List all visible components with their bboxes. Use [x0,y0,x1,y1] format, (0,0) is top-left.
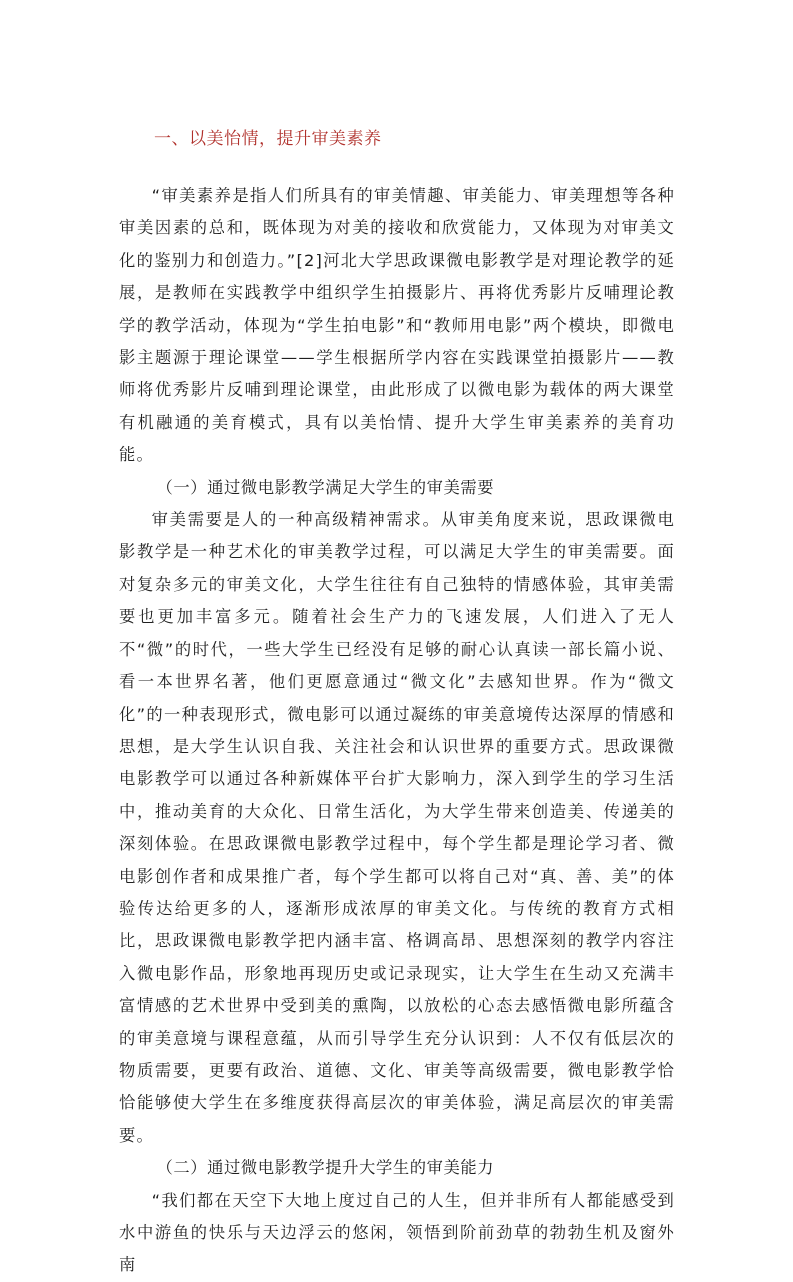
subheading-2: （二）通过微电影教学提升大学生的审美能力 [156,1158,495,1178]
subheading-1: （一）通过微电影教学满足大学生的审美需要 [156,477,495,497]
intro-paragraph: “审美素养是指人们所具有的审美情趣、审美能力、审美理想等各种审美因素的总和，既体现为对美的接收和欣赏能力，又体现为对审美文化的鉴别力和创造力。”[2]河北大学思政课微电影教学是对理论教学的延展，是教师在实践教学中组织学生拍摄影片、再将优秀影片反哺理论教学的教学活动，体现为“学生拍电影”和“教师用电影”两个模块，即微电影主题源于理论课堂——学生根据所学内容在实践课堂拍摄影片——教师将优秀影片反哺到理论课堂，由此形成了以微电影为载体的两大课堂有机融通的美育模式，具有以美怡情、提升大学生审美素养的美育功能。 [119,186,675,465]
paragraph-2: “我们都在天空下大地上度过自己的人生，但并非所有人都能感受到水中游鱼的快乐与天边浮云的悠闲，领悟到阶前劲草的勃勃生机及窗外南 [119,1190,675,1275]
section-title: 一、以美怡情，提升审美素养 [154,129,382,149]
paragraph-1: 审美需要是人的一种高级精神需求。从审美角度来说，思政课微电影教学是一种艺术化的审美教学过程，可以满足大学生的审美需要。面对复杂多元的审美文化，大学生往往有自己独特的情感体验，其审美需要也更加丰富多元。随着社会生产力的飞速发展，人们进入了无人不“微”的时代，一些大学生已经没有足够的耐心认真读一部长篇小说、看一本世界名著，他们更愿意通过“微文化”去感知世界。作为“微文化”的一种表现形式，微电影可以通过凝练的审美意境传达深厚的情感和思想，是大学生认识自我、关注社会和认识世界的重要方式。思政课微电影教学可以通过各种新媒体平台扩大影响力，深入到学生的学习生活中，推动美育的大众化、日常生活化，为大学生带来创造美、传递美的深刻体验。在思政课微电影教学过程中，每个学生都是理论学习者、微电影创作者和成果推广者，每个学生都可以将自己对“真、善、美”的体验传达给更多的人，逐渐形成浓厚的审美文化。与传统的教育方式相比，思政课微电影教学把内涵丰富、格调高昂、思想深刻的教学内容注入微电影作品，形象地再现历史或记录现实，让大学生在生动又充满丰富情感的艺术世界中受到美的熏陶，以放松的心态去感悟微电影所蕴含的审美意境与课程意蕴，从而引导学生充分认识到：人不仅有低层次的物质需要，更要有政治、道德、文化、审美等高级需要，微电影教学恰恰能够使大学生在多维度获得高层次的审美体验，满足高层次的审美需要。 [119,510,675,1145]
body-text [119,180,675,1282]
